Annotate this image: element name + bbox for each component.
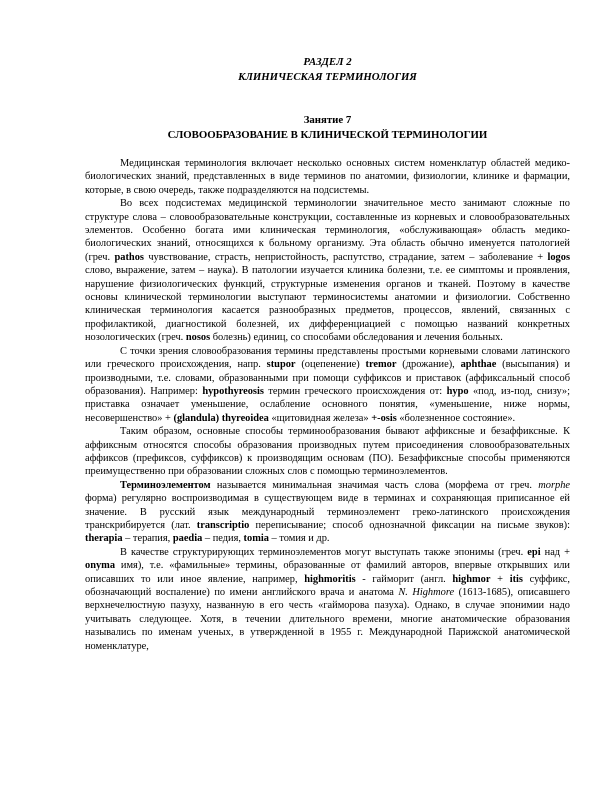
text-run: – педия,	[202, 533, 244, 545]
text-run: «щитовидная железа»	[268, 412, 372, 424]
section-number: РАЗДЕЛ 2	[303, 56, 352, 68]
text-run: форма) регулярно воспроизводимая в существующем виде в терминах и сохраняющая приписанное ей значение. В русский язык международный терминоэлемент греко-латинского происхождения транскрибируется (лат.	[85, 493, 570, 531]
bold-term: therapia	[85, 533, 123, 545]
bold-term: epi	[527, 546, 541, 558]
bold-term: tomia	[243, 533, 269, 545]
text-run: (высыпания) и производными, т.е. словами, образованными при помощи суффиксов и приставок (аффиксальный способ образования). Например:	[85, 359, 571, 397]
bold-term: aphthae	[460, 359, 497, 371]
bold-term: highmor	[452, 573, 491, 585]
text-run: чувствование, страсть, непристойность, распутство, страдание, затем – заболевание +	[143, 251, 548, 263]
text-run: «под, из-под, снизу»; приставка означает уменьшение, ослабление основного понятия, «уменьшение, ниже нормы, несовершенство» +	[85, 385, 571, 424]
paragraph	[85, 197, 570, 344]
bold-term: nosos	[185, 332, 211, 344]
text-run: – терапия,	[122, 533, 173, 545]
text-run: (дрожание),	[396, 359, 461, 371]
bold-term: Терминоэлементом	[120, 479, 211, 491]
body-text	[85, 157, 570, 653]
italic-term: N. Highmore	[398, 587, 455, 598]
bold-term: transcriptio	[196, 519, 250, 531]
text-run: (1613-1685), описавшего верхнечелюстную пазуху, названную в его честь «гайморова пазуха). Однако, в случае эпонимии надо учитывать следующее. Хотя, в течении длительного времени, многие анатомические образования назывались по именам ученых, в утвержденной в 1955 г. Международной Парижской анатомической номенклатуре,	[85, 587, 570, 652]
text-run: болезнь) единиц, со способами обследования и лечения больных.	[210, 332, 503, 344]
lesson-title: СЛОВООБРАЗОВАНИЕ В КЛИНИЧЕСКОЙ ТЕРМИНОЛОГИИ	[167, 129, 488, 141]
text-run: С точки зрения словообразования термины представлены простыми корневыми словами латинского или греческого происхождения, напр.	[85, 345, 570, 371]
text-run: над +	[540, 546, 570, 558]
paragraph	[85, 546, 570, 653]
bold-term: +-osis	[371, 412, 397, 424]
bold-term: logos	[547, 251, 570, 263]
bold-term: itis	[509, 573, 523, 585]
paragraph	[85, 425, 570, 479]
text-run: Медицинская терминология включает несколько основных систем номенклатур областей медико-биологических знаний, представленных в виде терминов по анатомии, физиологии, клинике и фармации, которые, в свою очередь, также подразделяются на подсистемы.	[85, 158, 570, 196]
bold-term: stupor	[266, 359, 296, 371]
bold-term: pathos	[114, 251, 144, 263]
text-run: суффикс, обозначающий воспаление) по имени английского врача и анатома	[85, 573, 571, 598]
text-run: переписывание; способ однозначной фиксации на письме звуков):	[249, 519, 570, 531]
text-run: имя), т.е. «фамильные» термины, образованные от фамилий авторов, впервые открывших или описавших то или иное явление, например,	[85, 560, 570, 585]
text-run: - гайморит (англ.	[355, 573, 453, 585]
text-run: называется минимальная значимая часть слова (морфема от греч.	[210, 479, 539, 491]
section-title: КЛИНИЧЕСКАЯ ТЕРМИНОЛОГИЯ	[238, 71, 417, 83]
text-run: термин греческого происхождения от:	[263, 385, 447, 397]
text-run: Во всех подсистемах медицинской терминологии значительное место занимают сложные по структуре слова – словообразовательные конструкции, составленные из корневых и словообразовательных элементов. Особенно богата ими клиническая терминология, «обслуживающая» область медико-биологических знаний, относящихся к больному организму. Эта область обычно именуется патологией (греч.	[85, 198, 570, 263]
bold-term: highmoritis	[304, 573, 356, 585]
text-run: (оцепенение)	[295, 359, 366, 371]
paragraph	[85, 157, 570, 197]
text-run: слово, выражение, затем – наука). В патологии изучается клиника болезни, т.е. ее симптомы и проявления, нарушение физиологических функций, структурные изменения органов и тканей. Поэтому в качестве основы клинической терминологии выступают терминосистемы анатомии и физиологии. Собственно клиническая терминология касается разнообразных предметов, процессов, явлений, связанных с профилактикой, диагностикой болезней, их дифференциацией с помощью названий конкретных нозологических (греч.	[85, 265, 570, 344]
bold-term: tremor	[365, 359, 397, 371]
paragraph	[85, 345, 570, 425]
text-run: «болезненное состояние».	[396, 412, 516, 424]
bold-term: onyma	[85, 560, 116, 572]
text-run: В качестве структурирующих терминоэлементов могут выступать также эпонимы (греч.	[120, 546, 528, 558]
bold-term: paedia	[172, 533, 203, 545]
bold-term: (glandula) thyreoidea	[173, 412, 269, 424]
paragraph	[85, 479, 570, 546]
text-run: +	[490, 573, 510, 585]
text-run: – томия и др.	[268, 533, 330, 545]
text-run: Таким образом, основные способы терминообразования бывают аффиксные и безаффиксные. К аффиксным относятся способы образования производных путем присоединения словообразовательных аффиксов (префиксов, суффиксов) к производящим основам (ПО). Безаффиксные способы применяются преимущественно при образовании сложных слов с помощью терминоэлементов.	[85, 426, 570, 478]
bold-term: hypothyreosis	[202, 385, 264, 397]
italic-term: morphe	[538, 479, 570, 491]
document-page	[85, 55, 570, 653]
bold-term: hypo	[446, 385, 469, 397]
lesson-number: Занятие 7	[303, 114, 352, 126]
